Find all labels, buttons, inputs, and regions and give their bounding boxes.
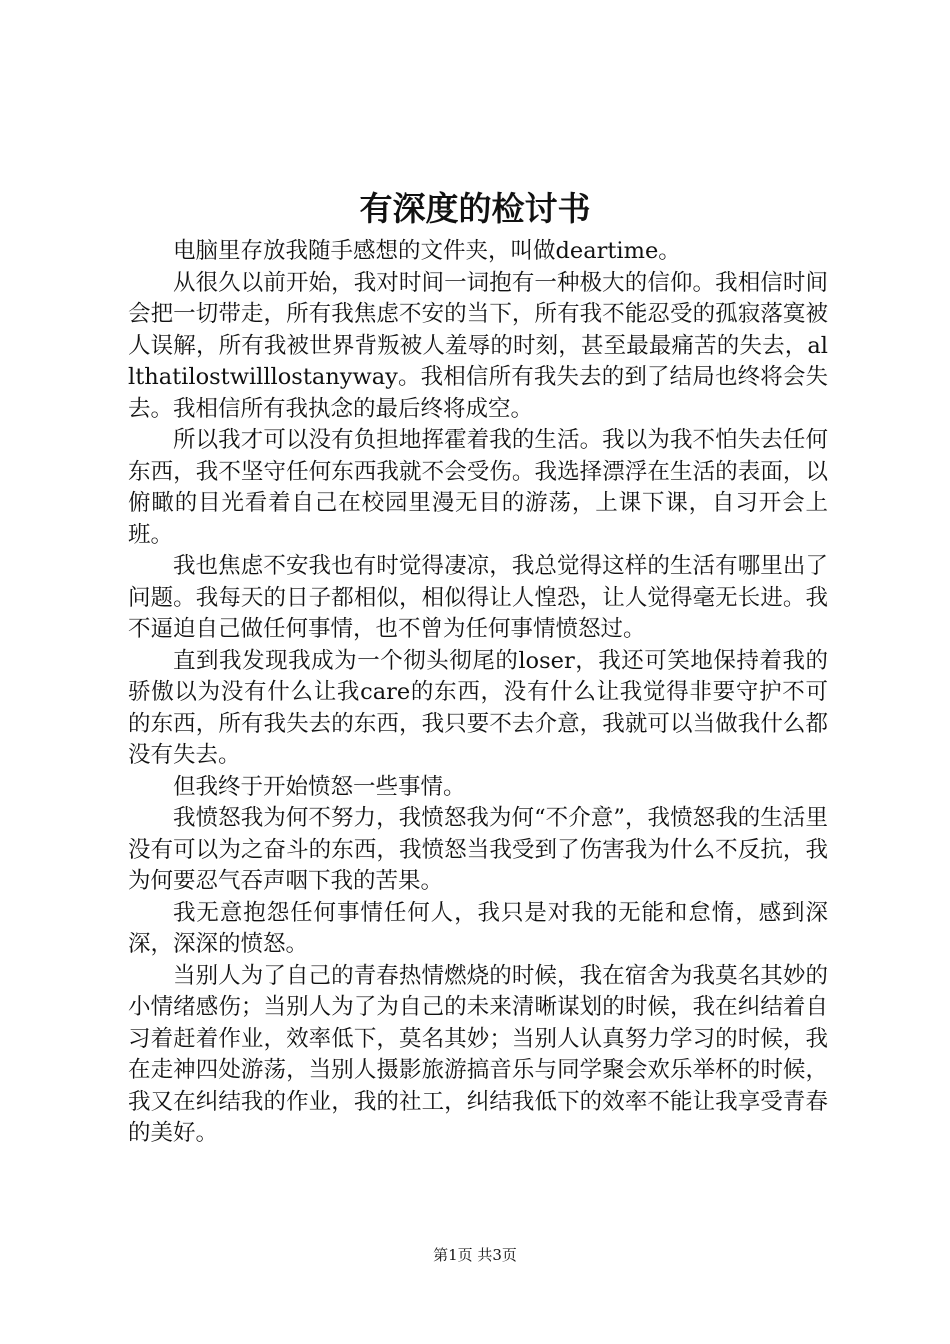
page-footer: 第1页 共3页 bbox=[433, 1246, 517, 1264]
paragraph-2: 从很久以前开始，我对时间一词抱有一种极大的信仰。我相信时间会把一切带走，所有我焦虑不安的当下，所有我不能忍受的孤寂落寞被人误解，所有我被世界背叛被人羞辱的时刻，甚至最最痛苦的失去，allthatilostwilllostanyway。我相信所有我失去的到了结局也终将会失去。我相信所有我执念的最后终将成空。 bbox=[128, 269, 828, 422]
paragraph-5: 直到我发现我成为一个彻头彻尾的loser，我还可笑地保持着我的骄傲以为没有什么让我care的东西，没有什么让我觉得非要守护不可的东西，所有我失去的东西，我只要不去介意，我就可以当做我什么都没有失去。 bbox=[128, 647, 828, 768]
paragraph-9: 当别人为了自己的青春热情燃烧的时候，我在宿舍为我莫名其妙的小情绪感伤；当别人为了为自己的未来清晰谋划的时候，我在纠结着自习着赶着作业，效率低下，莫名其妙；当别人认真努力学习的时候，我在走神四处游荡，当别人摄影旅游搞音乐与同学聚会欢乐举杯的时候，我又在纠结我的作业，我的社工，纠结我低下的效率不能让我享受青春的美好。 bbox=[128, 962, 828, 1146]
paragraph-1: 电脑里存放我随手感想的文件夹，叫做deartime。 bbox=[173, 238, 681, 264]
document-body bbox=[128, 236, 828, 1150]
paragraph-7: 我愤怒我为何不努力，我愤怒我为何“不介意”，我愤怒我的生活里没有可以为之奋斗的东西，我愤怒当我受到了伤害我为什么不反抗，我为何要忍气吞声咽下我的苦果。 bbox=[128, 805, 828, 894]
document-title: 有深度的检讨书 bbox=[359, 189, 591, 228]
paragraph-8: 我无意抱怨任何事情任何人，我只是对我的无能和怠惰，感到深深，深深的愤怒。 bbox=[128, 899, 828, 957]
paragraph-4: 我也焦虑不安我也有时觉得凄凉，我总觉得这样的生活有哪里出了问题。我每天的日子都相似，相似得让人惶恐，让人觉得毫无长进。我不逼迫自己做任何事情，也不曾为任何事情愤怒过。 bbox=[128, 553, 828, 642]
paragraph-6: 但我终于开始愤怒一些事情。 bbox=[173, 773, 466, 800]
paragraph-3: 所以我才可以没有负担地挥霍着我的生活。我以为我不怕失去任何东西，我不坚守任何东西我就不会受伤。我选择漂浮在生活的表面，以俯瞰的目光看着自己在校园里漫无目的游荡，上课下课，自习开会上班。 bbox=[128, 427, 828, 548]
